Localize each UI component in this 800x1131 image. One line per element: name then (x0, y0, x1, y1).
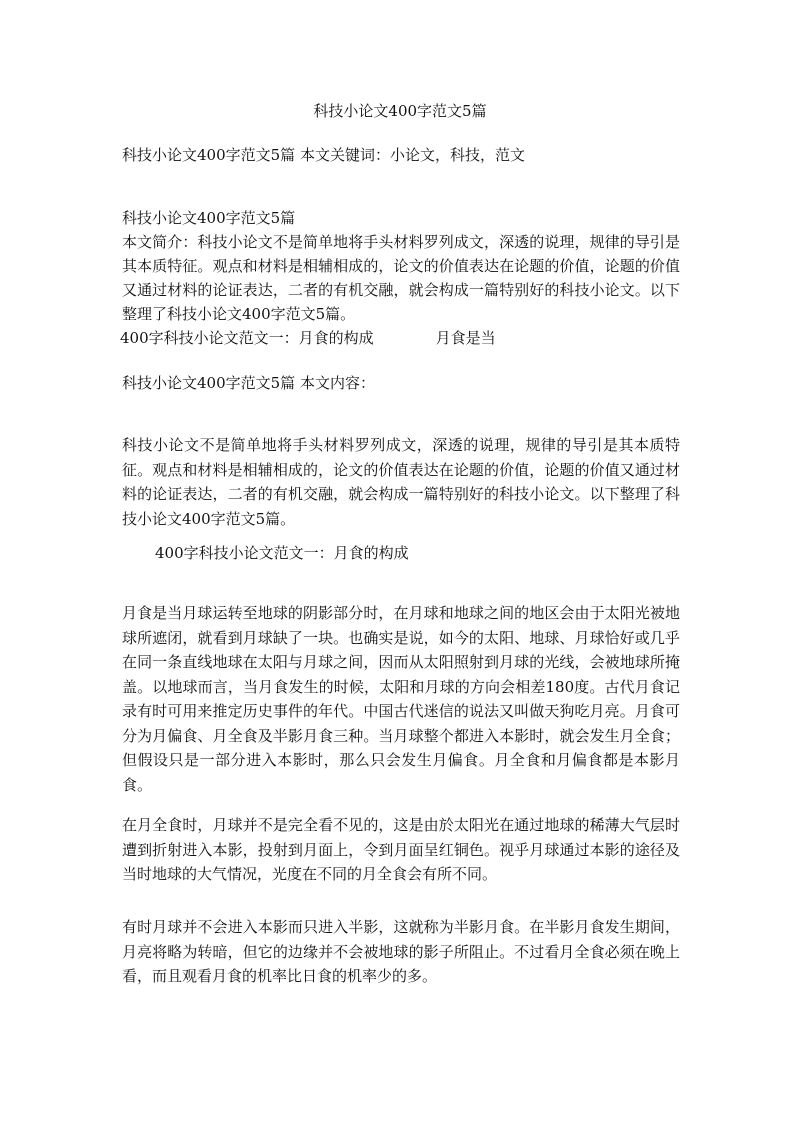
intro-excerpt-left: 400字科技小论文范文一：月食的构成 (120, 329, 374, 347)
keywords-line: 科技小论文400字范文5篇 本文关键词：小论文，科技，范文 (122, 146, 525, 164)
content-heading: 科技小论文400字范文5篇 本文内容： (122, 374, 375, 392)
intro-heading: 科技小论文400字范文5篇 (122, 209, 296, 227)
document-title: 科技小论文400字范文5篇 (313, 102, 487, 120)
body-paragraph-2: 在月全食时，月球并不是完全看不见的，这是由於太阳光在通过地球的稀薄大气层时遭到折射进入本影，投射到月面上，令到月面呈红铜色。视乎月球通过本影的途径及当时地球的大气情况，光度在不同的月全食会有所不同。 (122, 816, 680, 883)
intro-summary: 本文简介：科技小论文不是简单地将手头材料罗列成文，深透的说理，规律的导引是其本质特征。观点和材料是相辅相成的，论文的价值表达在论题的价值，论题的价值又通过材料的论证表达，二者的有机交融，就会构成一篇特别好的科技小论文。以下整理了科技小论文400字范文5篇。 (122, 233, 680, 323)
body-paragraph-3: 有时月球并不会进入本影而只进入半影，这就称为半影月食。在半影月食发生期间，月亮将略为转暗，但它的边缘并不会被地球的影子所阻止。不过看月全食必须在晚上看，而且观看月食的机率比日食的机率少的多。 (122, 918, 680, 985)
intro-excerpt-right: 月食是当 (435, 329, 496, 347)
intro-excerpt (120, 326, 680, 350)
body-paragraph-1: 月食是当月球运转至地球的阴影部分时，在月球和地球之间的地区会由于太阳光被地球所遮闭，就看到月球缺了一块。也确实是说，如今的太阳、地球、月球恰好或几乎在同一条直线地球在太阳与月球之间，因而从太阳照射到月球的光线，会被地球所掩盖。以地球而言，当月食发生的时候，太阳和月球的方向会相差180度。古代月食记录有时可用来推定历史事件的年代。中国古代迷信的说法又叫做天狗吃月亮。月食可分为月偏食、月全食及半影月食三种。当月球整个都进入本影时，就会发生月全食；但假设只是一部分进入本影时，那么只会发生月偏食。月全食和月偏食都是本影月食。 (122, 604, 680, 794)
body-intro-paragraph: 科技小论文不是简单地将手头材料罗列成文，深透的说理，规律的导引是其本质特征。观点和材料是相辅相成的，论文的价值表达在论题的价值，论题的价值又通过材料的论证表达，二者的有机交融，就会构成一篇特别好的科技小论文。以下整理了科技小论文400字范文5篇。 (122, 436, 680, 528)
intro-block (122, 206, 680, 350)
section-title: 400字科技小论文范文一：月食的构成 (155, 544, 409, 562)
